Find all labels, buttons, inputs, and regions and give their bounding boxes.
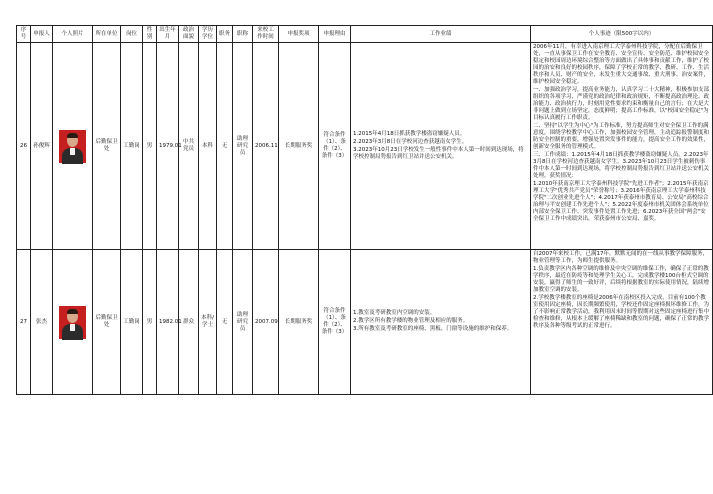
political-cell: 群众 [179, 250, 199, 395]
reason-cell: 符合条件（1）、条件（2）、条件（3） [319, 43, 351, 250]
header-cell: 政治面貌 [179, 26, 199, 43]
achievements-cell [351, 43, 531, 250]
table-row [17, 250, 713, 395]
header-cell: 所在单位 [93, 26, 121, 43]
reason-cell: 符合条件（1）、条件（2）、条件（3） [319, 250, 351, 395]
award-cell: 长期服务奖 [279, 250, 319, 395]
achievement-item: 1.2015年4月18日抓获教学楼盗窃嫌疑人员。 [353, 130, 466, 137]
header-cell: 个人照片 [53, 26, 93, 43]
achievements-cell [351, 250, 531, 395]
header-cell: 申报奖项 [279, 26, 319, 43]
title-cell: 助理研究员 [233, 43, 253, 250]
header-cell: 职务 [217, 26, 233, 43]
header-cell: 职称 [233, 26, 253, 43]
education-cell: 本科/学士 [199, 250, 217, 395]
applicant-photo [59, 130, 86, 163]
unit-cell: 后勤保卫处 [93, 43, 121, 250]
header-cell: 出生年月 [157, 26, 179, 43]
gender-cell: 男 [143, 43, 157, 250]
achievement-item: 2.教学区所有教学楼的物业管理及相应的服务。 [353, 318, 469, 324]
header-cell: 岗位 [121, 26, 143, 43]
applicant-name: 孙俊辉 [31, 43, 53, 250]
header-cell: 申报理由 [319, 26, 351, 43]
applicant-name: 张杰 [31, 250, 53, 395]
join-time-cell: 2006.11 [253, 43, 279, 250]
header-cell: 个人事迹（限500字以内） [531, 26, 713, 43]
story-paragraph: 二、坚持"以学生为中心"为工作标准，努力提高师生对安全保卫工作的满意度，围绕学校教学中心工作，加强校园安全管理，主动追踪报警制度和防安全控制的重要，增强处置突发事件的能力，提高安全工作的效果性，创新安全服务的管理模式。 [533, 123, 710, 150]
row-number: 26 [17, 43, 31, 250]
achievement-item: 2.2023年3月8日在学校河边查获越南女学生。 [353, 138, 468, 145]
unit-cell: 后勤保卫处 [93, 250, 121, 395]
story-paragraph: 1.负责教学区内各种空调的维修及中央空调的维保工作，确保了正常的教学秩序，最近在防疫等和处理学生关心工，完成教学楼100台柜式空调的安装，赢得了师生的一致好评，后续将根据教室的实际使用情况，陆续增加教室空调的安装。 [533, 266, 710, 293]
applicant-photo [59, 306, 86, 339]
gender-cell: 男 [143, 250, 157, 395]
achievement-item: 1.教室及考研教室内空调的安装。 [353, 310, 436, 316]
story-paragraph: 自2007年来校工作，已满17年。默默无闻的在一线从事教学保障服务，物业管理等工作，为师生提供服务。 [533, 251, 708, 264]
duty-cell: 无 [217, 250, 233, 395]
header-cell: 学历学位 [199, 26, 217, 43]
award-table [16, 25, 713, 395]
political-cell: 中共党员 [179, 43, 199, 250]
story-paragraph: 2006年11月，有幸进入南京理工大学泰州科技学院，分配在后勤保卫处，一直从事保卫工作在安全教育、安全宣传、安全防范、维护校园安全稳定和校园周边环境综合整治等方面做出了具体事和贡献工作，维护了校园的治安和良好的校园秩序，保障了学校正常的教学、教研、工作、生活秩序和人员、财产的安全，未发生重大交通事故、重大刑事、治安案件，维护校园安全稳定。 [533, 44, 710, 85]
photo-cell [53, 250, 93, 395]
photo-cell [53, 43, 93, 250]
header-cell: 性别 [143, 26, 157, 43]
story-cell [531, 43, 713, 250]
story-paragraph: 1.2010年获南京理工大学泰州科技学院"先进工作者"；2.2015年获南京理工大学"优秀共产党员"荣誉称号；3.2016年获南京理工大学泰州科技学院"二次创业先进个人"；4.2017年获泰州市教育局、公安局"高校综合治理与平安创建工作先进个人"；5.2022年度泰州市机关团体会系统单位内部安全保卫工作、突发事件处置工作先进；6.2023年获全国"两会"安全保卫工作中成绩突出，荣获泰州市公安局、嘉奖。 [533, 181, 709, 222]
birth-cell: 1979.01 [157, 43, 179, 250]
award-cell: 长期服务奖 [279, 43, 319, 250]
story-paragraph: 一、加强政治学习，提高业务能力，认真学习二十大精神，积极参加支部组织的各项学习，严谨党的政治纪律和政治规矩，不断提高政治理论、政治能力、政治执行力，时刻用党性要求约束和衡量自己的言行；在大是大非问题上做到立场坚定，态度鲜明；提高工作标准，以"校园安全稳定"为目标认真履行工作职责。 [533, 87, 710, 121]
post-cell: 工勤岗 [121, 43, 143, 250]
story-cell [531, 250, 713, 395]
story-paragraph: 2.学校教学楼教室的座椅是2006年在南校区投入完成，目前有100个教室使用因定座椅，因长期频繁使用，学校还作固定座椅损坏维修工作，为了不影响正常教学活动，我利用因末时间等假期对这些固定座椅进行集中检查和维修，从根本上缓解了座椅稀缺和教室的问题，确保了正常的教学秩序及各种等级考试的正常进行。 [533, 295, 710, 329]
header-cell: 申报人 [31, 26, 53, 43]
header-cell: 来校工作时间 [253, 26, 279, 43]
header-cell: 工作业绩 [351, 26, 531, 43]
post-cell: 工勤岗 [121, 250, 143, 395]
education-cell: 本科 [199, 43, 217, 250]
title-cell: 助理研究员 [233, 250, 253, 395]
achievement-item: 3.所有教室及考研教室的座椅、黑板、门窗等设施的维护和保养。 [353, 326, 513, 332]
duty-cell: 无 [217, 43, 233, 250]
header-cell: 序号 [17, 26, 31, 43]
table-row [17, 43, 713, 250]
row-number: 27 [17, 250, 31, 395]
birth-cell: 1982.01 [157, 250, 179, 395]
header-row [17, 26, 713, 43]
join-time-cell: 2007.09 [253, 250, 279, 395]
achievement-item: 3.2023年10月23日学校发生一般性事件中本人第一时间到达现场，将学校控制局势报告到红卫站并送公安机关。 [353, 146, 524, 160]
story-paragraph: 三、工作成绩：1.2015年4月18日抓获教学楼盗窃嫌疑人员。2.2023年3月8日在学校河边查获越南女学生。3.2023年10月23日学生被刺伤事件中本人第一时间到达现场，将学校控制局势报告到红卫站并送公安机关处理。获奖情况： [533, 152, 710, 179]
